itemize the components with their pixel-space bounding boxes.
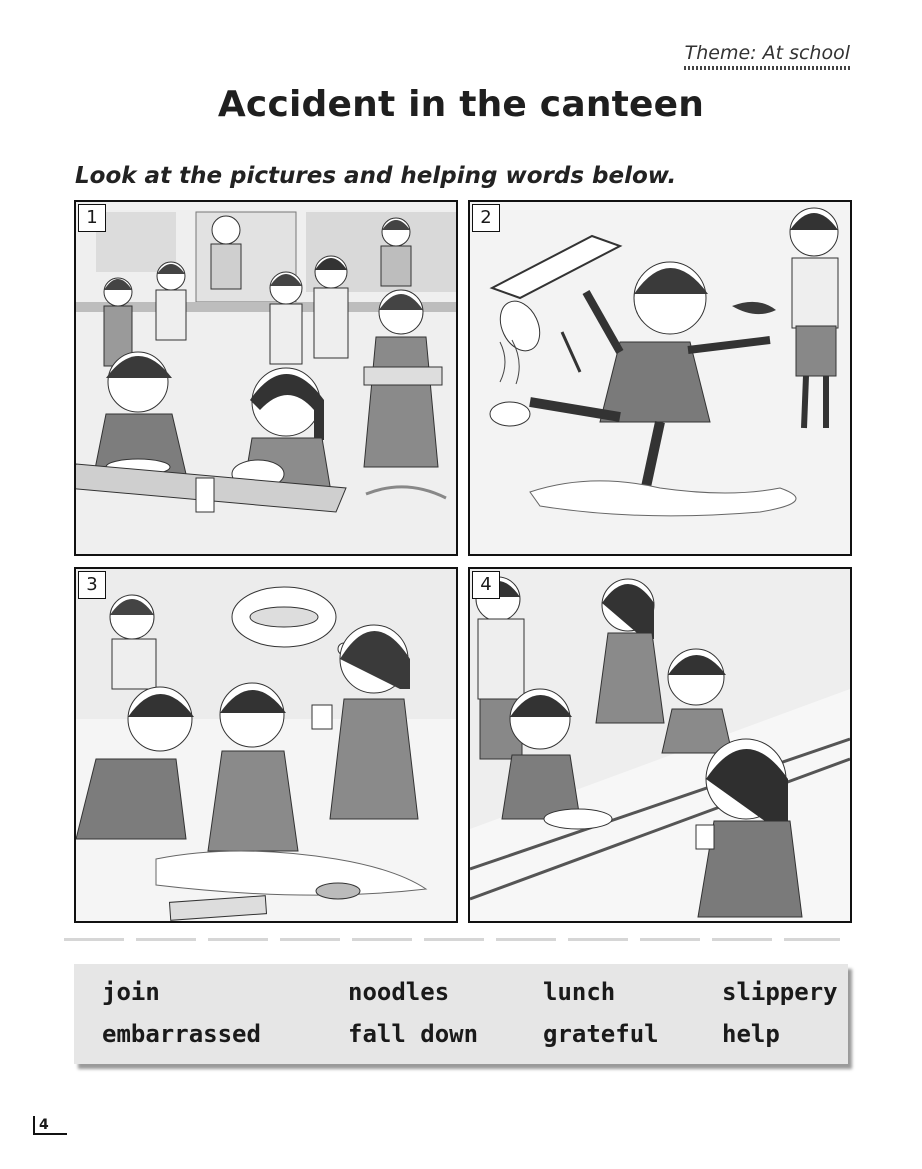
picture-panel-4	[468, 567, 852, 923]
helping-word: join	[102, 978, 160, 1006]
helping-word: embarrassed	[102, 1020, 261, 1048]
picture-panel-1	[74, 200, 458, 556]
helping-word: grateful	[543, 1020, 659, 1048]
instruction-text: Look at the pictures and helping words below.	[75, 163, 677, 189]
divider-dots	[64, 938, 840, 941]
page-number-line	[33, 1133, 67, 1135]
grateful-scene-illustration	[470, 569, 850, 921]
canteen-scene-illustration	[76, 202, 456, 554]
page-title: Accident in the canteen	[217, 84, 705, 125]
picture-panel-3	[74, 567, 458, 923]
helping-word: lunch	[543, 978, 616, 1006]
panel-number: 4	[472, 571, 500, 599]
helping-scene-illustration	[76, 569, 456, 921]
picture-panel-2	[468, 200, 852, 556]
slipping-scene-illustration	[470, 202, 850, 554]
theme-underline	[684, 66, 850, 70]
helping-word: noodles	[348, 978, 450, 1006]
panel-number: 1	[78, 204, 106, 232]
panel-number: 2	[472, 204, 500, 232]
page-number: 4	[39, 1117, 49, 1133]
helping-word: slippery	[722, 978, 838, 1006]
helping-words-box	[74, 964, 848, 1064]
page-number-bar	[33, 1116, 35, 1134]
helping-word: fall down	[348, 1020, 479, 1048]
theme-label: Theme: At school	[684, 42, 850, 64]
helping-word: help	[722, 1020, 780, 1048]
panel-number: 3	[78, 571, 106, 599]
